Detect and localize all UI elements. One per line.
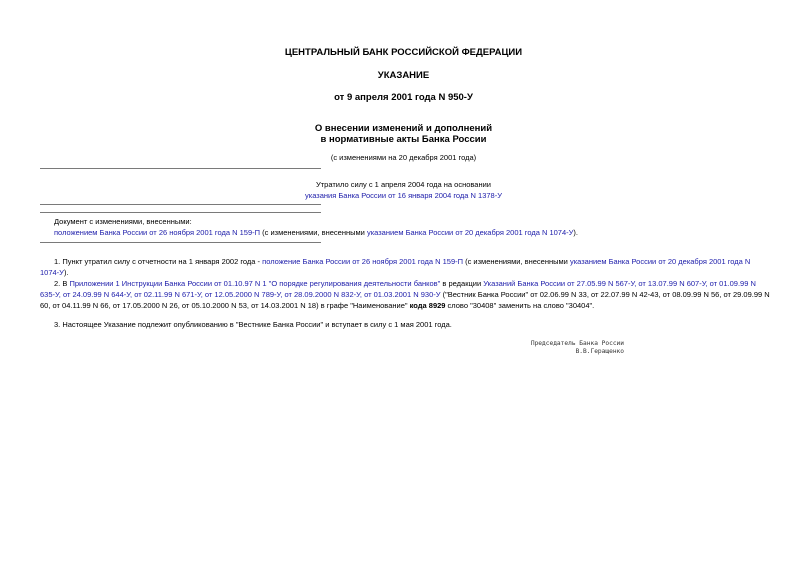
amendment-link-directive[interactable]: указанием Банка России от 20 декабря 2001 года N 1074-У (366, 228, 574, 237)
organization-title: ЦЕНТРАЛЬНЫЙ БАНК РОССИЙСКОЙ ФЕДЕРАЦИИ (284, 47, 523, 58)
paragraph-1-regulation-link[interactable]: положение Банка России от 26 ноября 2001 года N 159-П (262, 257, 464, 266)
amendments-intro: Документ с изменениями, внесенными: (54, 217, 192, 226)
paragraph-1: 1. Пункт утратил силу с отчетности на 1 января 2002 года - положение Банка России от 26 ноября 2001 года N 159-П (с изменениями, внесенными указанием Банка России от 20 декабря 2001 года N 1074-У). (40, 257, 751, 277)
divider (40, 204, 321, 205)
paragraph-2-instruction-link[interactable]: Приложении 1 Инструкции Банка России от 01.10.97 N 1 "О порядке регулирования деятельности банков" (69, 279, 441, 288)
status-repeal-link[interactable]: указания Банка России от 16 января 2004 года N 1378-У (305, 191, 502, 200)
changes-note: (с изменениями на 20 декабря 2001 года) (330, 153, 477, 162)
paragraph-1-directive-link[interactable]: указанием Банка России от 20 декабря 2001 года N 1074-У (40, 257, 751, 277)
document-subject-line-1: О внесении изменений и дополнений (314, 123, 493, 134)
document-subject-line-2: в нормативные акты Банка России (320, 134, 487, 145)
document-date: от 9 апреля 2001 года N 950-У (334, 92, 473, 103)
amendment-link-regulation[interactable]: положением Банка России от 26 ноября 2001 года N 159-П (54, 228, 261, 237)
code-reference: кода 8929 (409, 301, 446, 310)
status-text: Утратило силу с 1 апреля 2004 года на основании (315, 180, 491, 189)
status-link-row (240, 191, 567, 200)
paragraph-3: 3. Настоящее Указание подлежит опубликованию в "Вестнике Банка России" и вступает в силу с 1 мая 2001 года. (54, 320, 452, 329)
signature-name: В.В.Геращенко (575, 348, 624, 355)
document-type: УКАЗАНИЕ (377, 70, 430, 81)
divider (40, 212, 321, 213)
divider (40, 168, 321, 169)
signature-position: Председатель Банка России (530, 340, 624, 347)
paragraph-2: 2. В Приложении 1 Инструкции Банка России от 01.10.97 N 1 "О порядке регулирования деятельности банков" в редакции Указаний Банка России от 27.05.99 N 567-У, от 13.07.99 N 607-У, от 01.09.99 N 635-У, от 24.09.99 N 644-У, от 02.11.99 N 671-У, от 12.05.2000 N 789-У, от 28.09.2000 N 832-У, от 01.03.2001 N 930-У ("Вестник Банка России" от 02.06.99 N 33, от 22.07.99 N 42-43, от 08.09.99 N 56, от 29.09.99 N 60, от 04.11.99 N 66, от 17.05.2000 N 26, от 05.10.2000 N 53, от 14.03.2001 N 18) в графе "Наименование" кода 8929 слово "30408" заменить на слово "30404". (40, 279, 770, 310)
paragraph-2-directives-link[interactable]: Указаний Банка России от 27.05.99 N 567-У, от 13.07.99 N 607-У, от 01.09.99 N 635-У, от 24.09.99 N 644-У, от 02.11.99 N 671-У, от 12.05.2000 N 789-У, от 28.09.2000 N 832-У, от 01.03.2001 N 930-У (40, 279, 756, 299)
amendments-list: положением Банка России от 26 ноября 2001 года N 159-П (с изменениями, внесенными указанием Банка России от 20 декабря 2001 года N 1074-У). (54, 228, 578, 237)
divider (40, 242, 321, 243)
